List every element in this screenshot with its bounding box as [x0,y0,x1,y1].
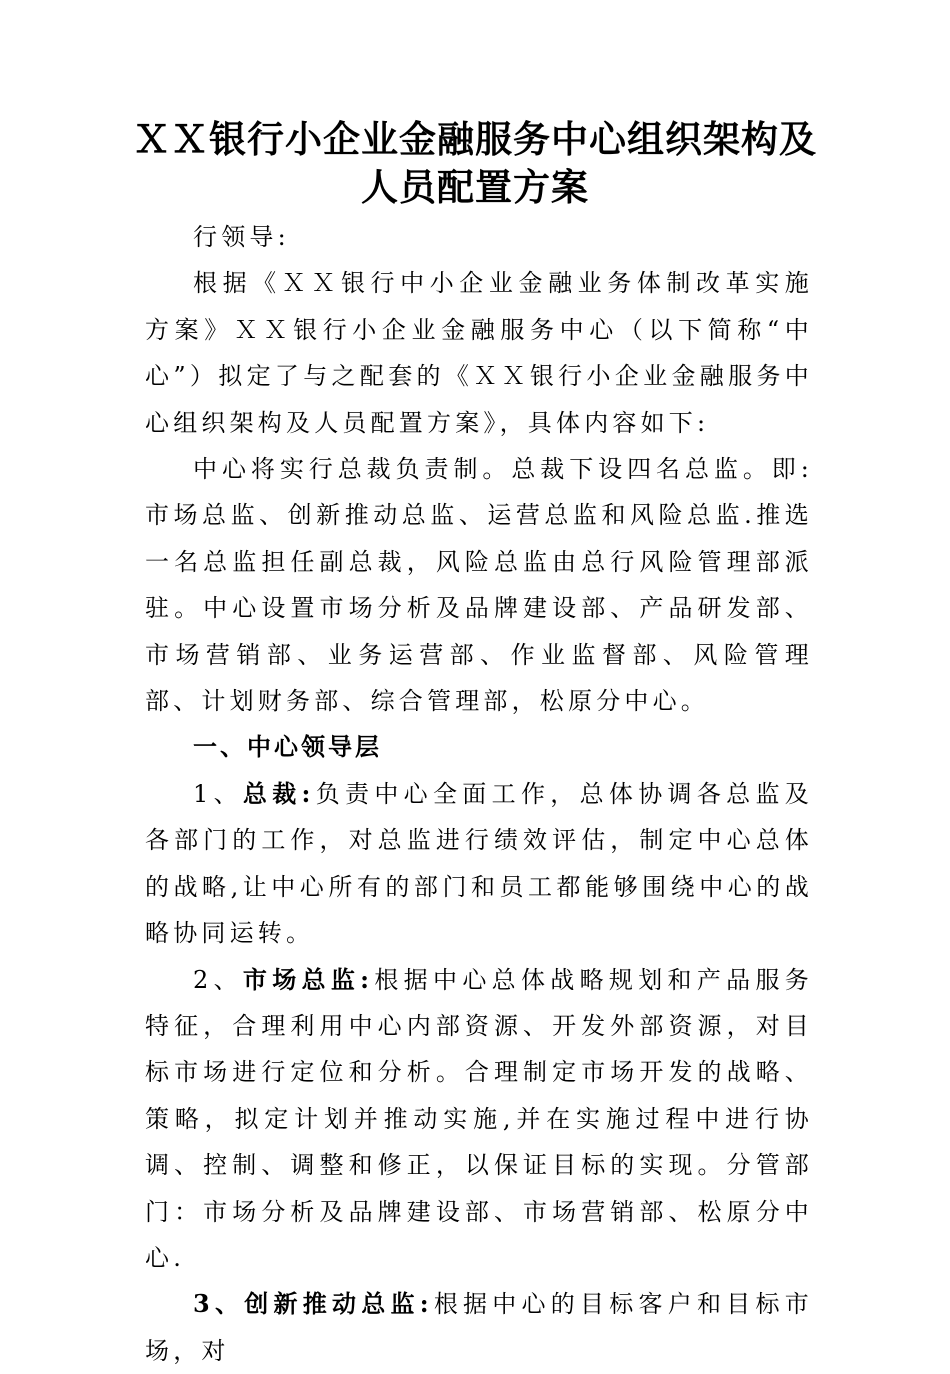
document-body [145,214,813,1374]
item-innovation-director [145,1281,813,1374]
item-market-director [145,957,813,1282]
item-label: 市场总监: [242,964,374,994]
item-text: 根据中心总体战略规划和产品服务特征，合理利用中心内部资源、开发外部资源，对目标市场进行定位和分析。合理制定市场开发的战略、策略，拟定计划并推动实施,并在实施过程中进行协调、控制、调整和修正，以保证目标的实现。分管部门：市场分析及品牌建设部、市场营销部、松原分中心. [145,965,814,1272]
item-text: 根据中心的目标客户和目标市场，对 [145,1290,813,1365]
intro-paragraph: 根据《ＸＸ银行中小企业金融业务体制改革实施方案》ＸＸ银行小企业金融服务中心（以下简称“中心”）拟定了与之配套的《ＸＸ银行小企业金融服务中心组织架构及人员配置方案》，具体内容如下: [145,269,813,437]
document-title-line-1: ＸＸ银行小企业金融服务中心组织架构及 [133,118,817,161]
salutation: 行领导: [193,223,290,251]
item-number: 2、 [193,965,243,994]
item-text: 负责中心全面工作，总体协调各总监及各部门的工作，对总监进行绩效评估，制定中心总体的战略,让中心所有的部门和员工都能够围绕中心的战略协同运转。 [145,779,813,948]
overview-paragraph: 中心将实行总裁负责制。总裁下设四名总监。即:市场总监、创新推动总监、运营总监和风险总监.推选一名总监担任副总裁，风险总监由总行风险管理部派驻。中心设置市场分析及品牌建设部、产品研发部、市场营销部、业务运营部、作业监督部、风险管理部、计划财务部、综合管理部，松原分中心。 [145,455,813,716]
document-title-line-2: 人员配置方案 [361,166,589,209]
item-president [145,771,813,957]
section-heading-leadership: 一、中心领导层 [193,733,382,762]
item-number: 1、 [193,779,243,808]
item-label: 总裁: [242,778,315,808]
item-label: 创新推动总监: [244,1289,433,1319]
item-number: 3、 [193,1289,245,1319]
